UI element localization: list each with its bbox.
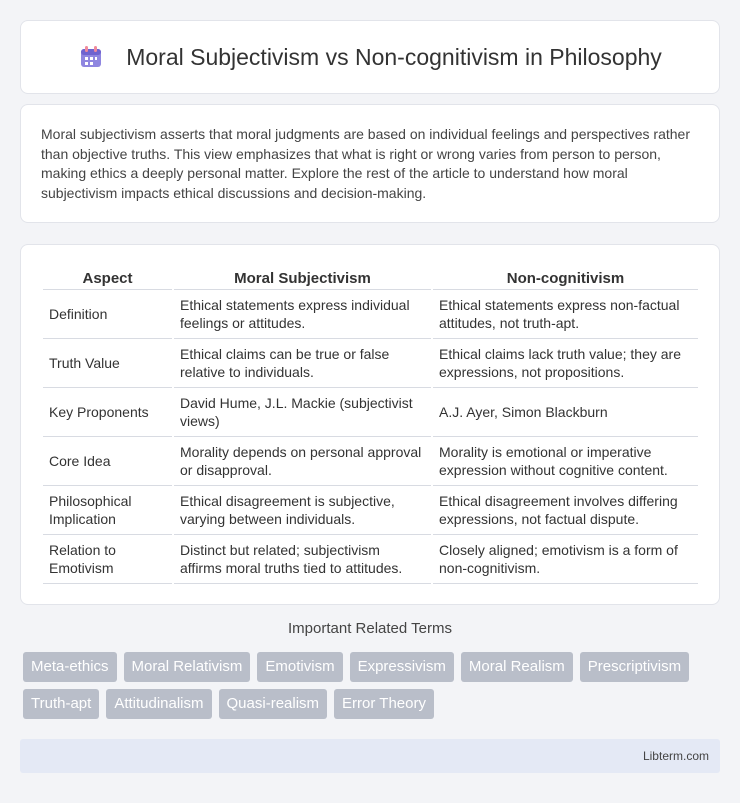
calendar-icon: [78, 44, 104, 70]
tag-attitudinalism[interactable]: Attitudinalism: [106, 689, 211, 719]
tag-expressivism[interactable]: Expressivism: [350, 652, 454, 682]
tag-quasi-realism[interactable]: Quasi-realism: [219, 689, 328, 719]
table-row: [43, 339, 698, 388]
row-subjectivism: Distinct but related; subjectivism affirms moral truths tied to attitudes.: [174, 535, 431, 584]
tag-meta-ethics[interactable]: Meta-ethics: [23, 652, 117, 682]
tag-moral-relativism[interactable]: Moral Relativism: [124, 652, 251, 682]
comparison-table: [41, 265, 700, 584]
row-subjectivism: David Hume, J.L. Mackie (subjectivist views): [174, 388, 431, 437]
page-title: Moral Subjectivism vs Non-cognitivism in Philosophy: [126, 43, 662, 70]
footer: [20, 739, 720, 773]
related-terms-title: Important Related Terms: [288, 620, 452, 637]
comparison-table-card: [20, 244, 720, 605]
header-aspect: Aspect: [43, 265, 172, 290]
row-non-cognitivism: Morality is emotional or imperative expression without cognitive content.: [433, 437, 698, 486]
related-terms-section: [20, 620, 720, 719]
row-non-cognitivism: Ethical statements express non-factual attitudes, not truth-apt.: [433, 290, 698, 339]
row-aspect: Definition: [43, 290, 172, 339]
table-header-row: [43, 265, 698, 290]
table-row: [43, 388, 698, 437]
tag-error-theory[interactable]: Error Theory: [334, 689, 434, 719]
related-tags: [20, 652, 720, 719]
row-subjectivism: Morality depends on personal approval or disapproval.: [174, 437, 431, 486]
row-subjectivism: Ethical disagreement is subjective, varying between individuals.: [174, 486, 431, 535]
header-moral-subjectivism: Moral Subjectivism: [174, 265, 431, 290]
row-non-cognitivism: Closely aligned; emotivism is a form of non-cognitivism.: [433, 535, 698, 584]
table-row: [43, 535, 698, 584]
row-subjectivism: Ethical claims can be true or false relative to individuals.: [174, 339, 431, 388]
tag-emotivism[interactable]: Emotivism: [257, 652, 342, 682]
tag-moral-realism[interactable]: Moral Realism: [461, 652, 573, 682]
title-card: [20, 20, 720, 94]
row-non-cognitivism: A.J. Ayer, Simon Blackburn: [433, 388, 698, 437]
row-non-cognitivism: Ethical disagreement involves differing expressions, not factual dispute.: [433, 486, 698, 535]
header-non-cognitivism: Non-cognitivism: [433, 265, 698, 290]
row-aspect: Core Idea: [43, 437, 172, 486]
row-subjectivism: Ethical statements express individual feelings or attitudes.: [174, 290, 431, 339]
tag-prescriptivism[interactable]: Prescriptivism: [580, 652, 689, 682]
table-row: [43, 290, 698, 339]
tag-truth-apt[interactable]: Truth-apt: [23, 689, 99, 719]
row-aspect: Key Proponents: [43, 388, 172, 437]
row-non-cognitivism: Ethical claims lack truth value; they are expressions, not propositions.: [433, 339, 698, 388]
table-row: [43, 486, 698, 535]
intro-card: [20, 104, 720, 223]
row-aspect: Philosophical Implication: [43, 486, 172, 535]
row-aspect: Truth Value: [43, 339, 172, 388]
row-aspect: Relation to Emotivism: [43, 535, 172, 584]
table-row: [43, 437, 698, 486]
intro-paragraph: Moral subjectivism asserts that moral judgments are based on individual feelings and perspectives rather than objective truths. This view emphasizes that what is right or wrong varies from person to person, making ethics a deeply personal matter. Explore the rest of the article to understand how moral subjectivism impacts ethical discussions and decision-making.: [41, 126, 690, 201]
footer-site-link[interactable]: Libterm.com: [642, 749, 709, 763]
